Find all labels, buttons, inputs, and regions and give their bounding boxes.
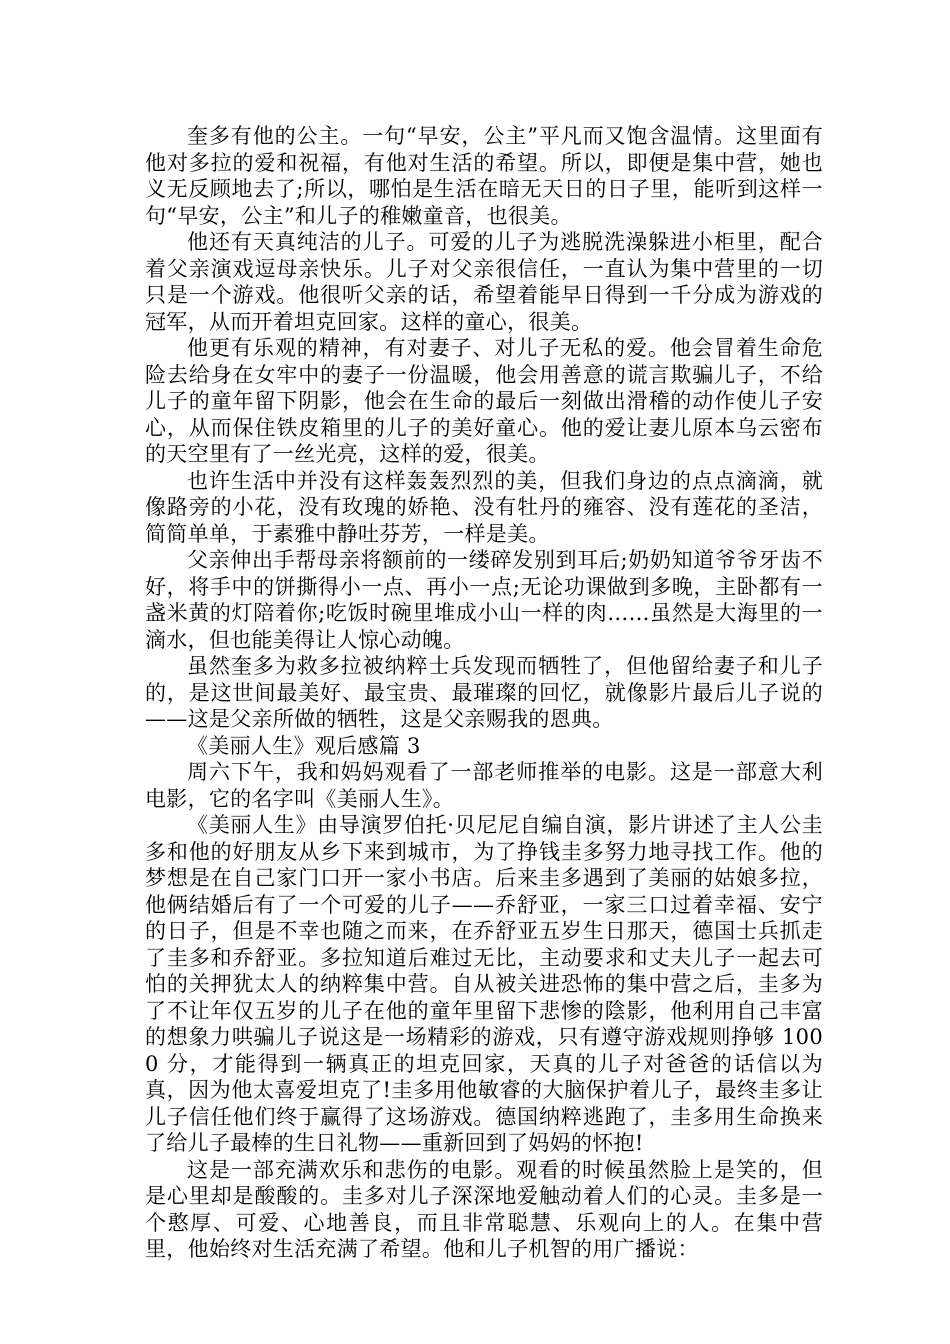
paragraph: 虽然奎多为救多拉被纳粹士兵发现而牺牲了，但他留给妻子和儿子的，是这世间最美好、最宝贵、最璀璨的回忆，就像影片最后儿子说的——这是父亲所做的牺牲，这是父亲赐我的恩典。	[145, 654, 823, 731]
paragraph: 他还有天真纯洁的儿子。可爱的儿子为逃脱洗澡躲进小柜里，配合着父亲演戏逗母亲快乐。儿子对父亲很信任，一直认为集中营里的一切只是一个游戏。他很听父亲的话，希望着能早日得到一千分成为游戏的冠军，从而开着坦克回家。这样的童心，很美。	[145, 230, 823, 334]
paragraph: 《美丽人生》由导演罗伯托·贝尼尼自编自演，影片讲述了主人公圭多和他的好朋友从乡下来到城市，为了挣钱圭多努力地寻找工作。他的梦想是在自己家门口开一家小书店。后来圭多遇到了美丽的姑娘多拉，他俩结婚后有了一个可爱的儿子——乔舒亚，一家三口过着幸福、安宁的日子，但是不幸也随之而来，在乔舒亚五岁生日那天，德国士兵抓走了圭多和乔舒亚。多拉知道后难过无比，主动要求和丈夫儿子一起去可怕的关押犹太人的纳粹集中营。自从被关进恐怖的集中营之后，圭多为了不让年仅五岁的儿子在他的童年里留下悲惨的陰影，他利用自己丰富的想象力哄骗儿子说这是一场精彩的游戏，只有遵守游戏规则挣够 1000 分，才能得到一辆真正的坦克回家，天真的儿子对爸爸的话信以为真，因为他太喜爱坦克了!圭多用他敏睿的大脑保护着儿子，最终圭多让儿子信任他们终于赢得了这场游戏。德国纳粹逃跑了，圭多用生命换来了给儿子最棒的生日礼物——重新回到了妈妈的怀抱!	[145, 813, 823, 1155]
paragraph: 他更有乐观的精神，有对妻子、对儿子无私的爱。他会冒着生命危险去给身在女牢中的妻子一份温暖，他会用善意的谎言欺骗儿子，不给儿子的童年留下阴影，他会在生命的最后一刻做出滑稽的动作使儿子安心，从而保住铁皮箱里的儿子的美好童心。他的爱让妻儿原本乌云密布的天空里有了一丝光亮，这样的爱，很美。	[145, 336, 823, 466]
document-body	[145, 123, 823, 1263]
paragraph: 这是一部充满欢乐和悲伤的电影。观看的时候虽然脸上是笑的，但是心里却是酸酸的。圭多对儿子深深地爱触动着人们的心灵。圭多是一个憨厚、可爱、心地善良，而且非常聪慧、乐观向上的人。在集中营里，他始终对生活充满了希望。他和儿子机智的用广播说：	[145, 1157, 823, 1261]
section-heading: 《美丽人生》观后感篇 3	[187, 733, 421, 758]
paragraph: 周六下午，我和妈妈观看了一部老师推举的电影。这是一部意大利电影，它的名字叫《美丽人生》。	[145, 760, 823, 811]
paragraph: 奎多有他的公主。一句“早安，公主”平凡而又饱含温情。这里面有他对多拉的爱和祝福，有他对生活的希望。所以，即便是集中营，她也义无反顾地去了;所以，哪怕是生活在暗无天日的日子里，能听到这样一句“早安，公主”和儿子的稚嫩童音，也很美。	[145, 124, 823, 228]
paragraph: 父亲伸出手帮母亲将额前的一缕碎发别到耳后;奶奶知道爷爷牙齿不好，将手中的饼撕得小一点、再小一点;无论功课做到多晚，主卧都有一盏米黄的灯陪着你;吃饭时碗里堆成小山一样的肉……虽然是大海里的一滴水，但也能美得让人惊心动魄。	[145, 548, 823, 652]
paragraph: 也许生活中并没有这样轰轰烈烈的美，但我们身边的点点滴滴，就像路旁的小花，没有玫瑰的娇艳、没有牡丹的雍容、没有莲花的圣洁，简简单单，于素雅中静吐芬芳，一样是美。	[145, 468, 823, 546]
